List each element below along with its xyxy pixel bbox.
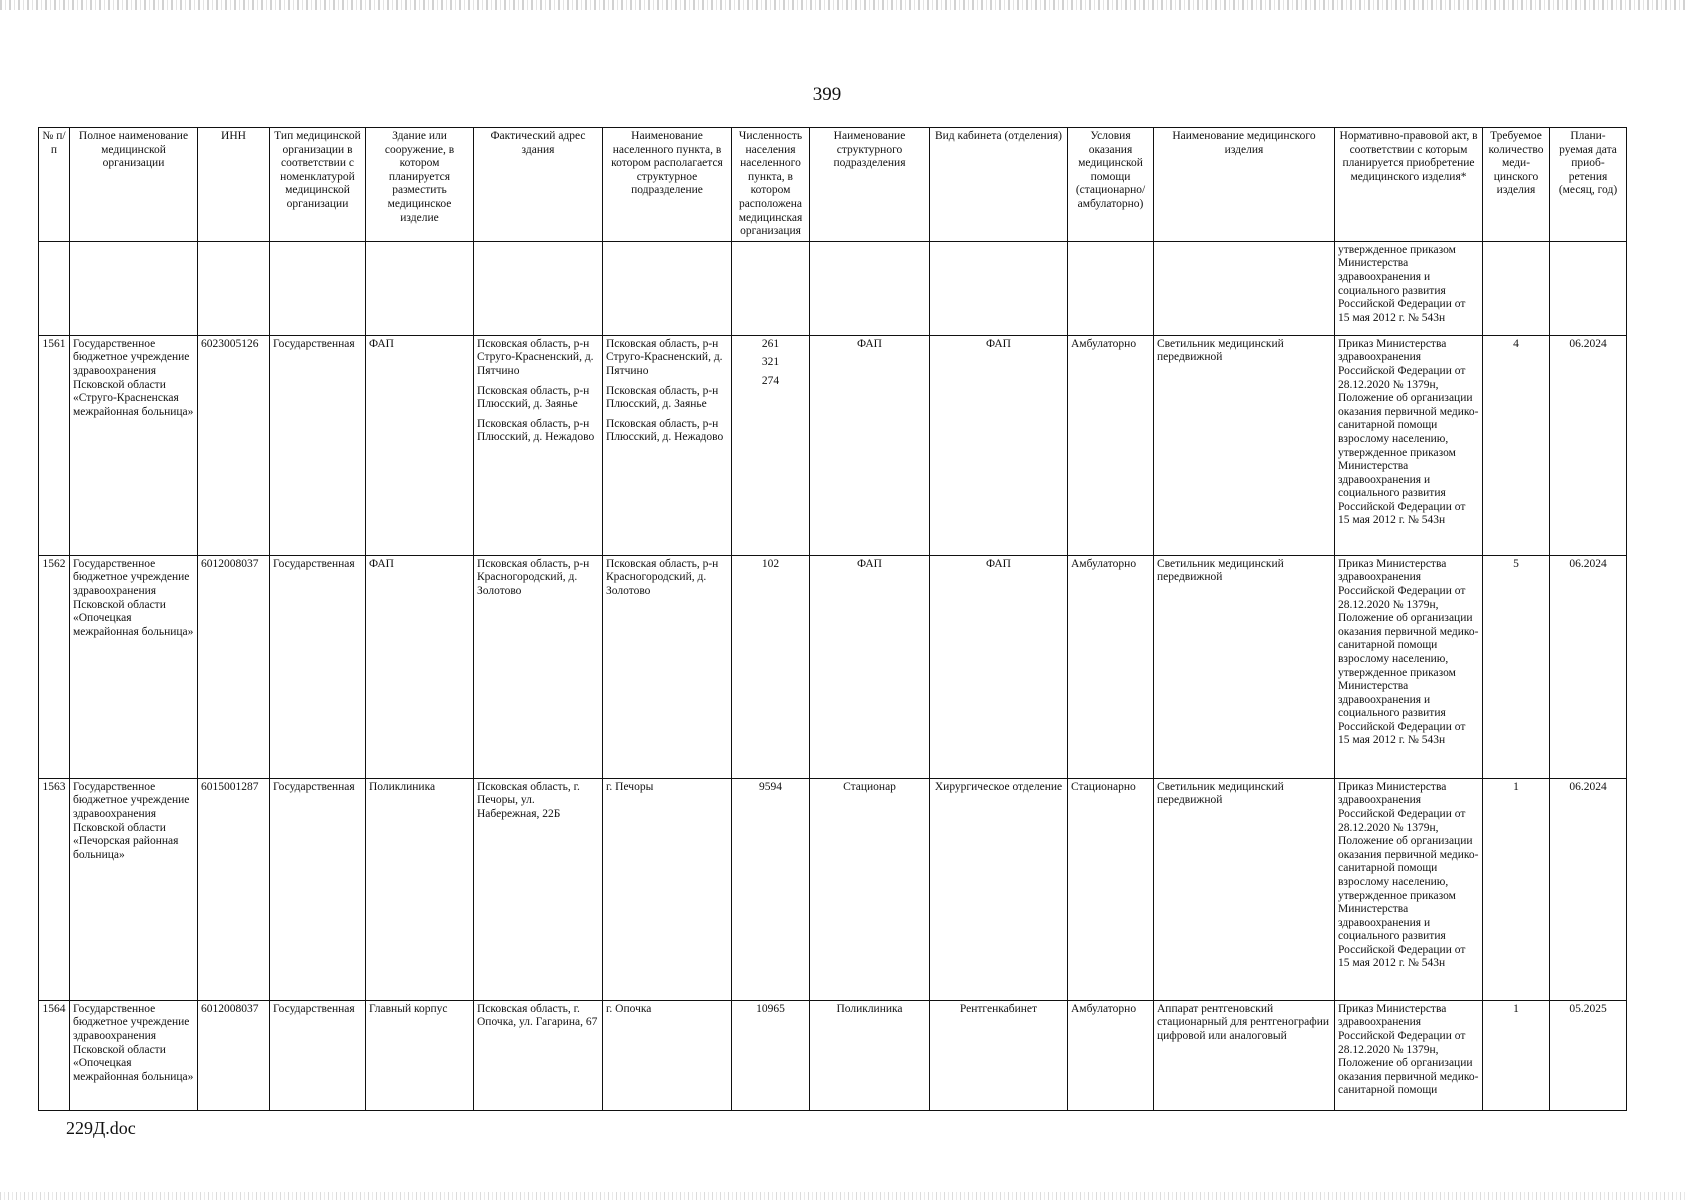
- equipment-table: [38, 127, 1627, 1111]
- population-value: 261: [761, 337, 780, 350]
- settlement-entry: Псковская область, р-н Плюсский, д. Заянье: [606, 384, 719, 411]
- col-header-type: Тип медицинской организации в соответствии с номенклатурой медицинской организации: [270, 128, 366, 242]
- settlement-entry: г. Опочка: [606, 1002, 652, 1015]
- cabinet-cell: Хирургическое отделение: [930, 778, 1068, 1000]
- address-entry: Псковская область, р-н Плюсский, д. Нежадово: [477, 417, 595, 444]
- act-cell: Приказ Министерства здравоохранения Российской Федерации от 28.12.2020 № 1379н, Положение об организации оказания первичной медико-санитарной помощи взрослому населению, утвержденное приказом Министерства здравоохранения и социального развития Российской Федерации от 15 мая 2012 г. № 543н: [1335, 335, 1483, 555]
- qty-cell: 5: [1483, 555, 1550, 778]
- act-cell: Приказ Министерства здравоохранения Российской Федерации от 28.12.2020 № 1379н, Положение об организации оказания первичной медико-санитарной помощи взрослому населению, утвержденное приказом Министерства здравоохранения и социального развития Российской Федерации от 15 мая 2012 г. № 543н: [1335, 778, 1483, 1000]
- settlement-cell: [603, 778, 732, 1000]
- device-cell: Светильник медицинский передвижной: [1154, 778, 1335, 1000]
- population-cell: [732, 778, 810, 1000]
- population-value: 102: [761, 557, 780, 570]
- settlement-entry: г. Печоры: [606, 780, 654, 793]
- unit-cell: Поликлиника: [810, 1000, 930, 1110]
- type-cell: Государственная: [270, 335, 366, 555]
- scan-edge-bottom: [0, 1192, 1686, 1200]
- date-cell: 05.2025: [1550, 1000, 1627, 1110]
- settlement-entry: Псковская область, р-н Красногородский, д. Золотово: [606, 557, 719, 597]
- act-cell: утвержденное приказом Министерства здравоохранения и социального развития Российской Федерации от 15 мая 2012 г. № 543н: [1335, 241, 1483, 335]
- table-row: [39, 335, 1627, 555]
- settlement-entry: Псковская область, р-н Струго-Красненский, д. Пятчино: [606, 337, 723, 377]
- population-cell: [732, 335, 810, 555]
- device-cell: Светильник медицинский передвижной: [1154, 335, 1335, 555]
- date-cell: 06.2024: [1550, 778, 1627, 1000]
- qty-cell: 4: [1483, 335, 1550, 555]
- cabinet-cell: ФАП: [930, 335, 1068, 555]
- inn-cell: 6023005126: [198, 335, 270, 555]
- conditions-cell: Амбулаторно: [1068, 1000, 1154, 1110]
- col-header-conditions: Условия оказания медицинской помощи (стационарно/ амбулаторно): [1068, 128, 1154, 242]
- col-header-num: № п/п: [39, 128, 70, 242]
- address-cell: [474, 335, 603, 555]
- inn-cell: 6012008037: [198, 1000, 270, 1110]
- act-cell: Приказ Министерства здравоохранения Российской Федерации от 28.12.2020 № 1379н, Положение об организации оказания первичной медико-санитарной помощи взрослому населению, утвержденное приказом Министерства здравоохранения и социального развития Российской Федерации от 15 мая 2012 г. № 543н: [1335, 555, 1483, 778]
- cabinet-cell: Рентгенкабинет: [930, 1000, 1068, 1110]
- settlement-cell: [603, 335, 732, 555]
- col-header-qty: Требуемое количество меди- цинского изделия: [1483, 128, 1550, 242]
- address-cell: [474, 1000, 603, 1110]
- population-value: 10965: [756, 1002, 785, 1015]
- conditions-cell: Стационарно: [1068, 778, 1154, 1000]
- col-header-address: Фактический адрес здания: [474, 128, 603, 242]
- population-value: 9594: [759, 780, 782, 793]
- col-header-population: Численность населения населенного пункта, в котором расположена медицинская организация: [732, 128, 810, 242]
- conditions-cell: Амбулаторно: [1068, 335, 1154, 555]
- col-header-act: Нормативно-правовой акт, в соответствии с которым планируется приобретение медицинского изделия*: [1335, 128, 1483, 242]
- act-cell: Приказ Министерства здравоохранения Российской Федерации от 28.12.2020 № 1379н, Положение об организации оказания первичной медико-санитарной помощи: [1335, 1000, 1483, 1110]
- device-cell: Светильник медицинский передвижной: [1154, 555, 1335, 778]
- row-num: 1561: [39, 335, 70, 555]
- date-cell: 06.2024: [1550, 555, 1627, 778]
- col-header-building: Здание или сооружение, в котором планируется разместить медицинское изделие: [366, 128, 474, 242]
- conditions-cell: Амбулаторно: [1068, 555, 1154, 778]
- date-cell: 06.2024: [1550, 335, 1627, 555]
- population-cell: [732, 1000, 810, 1110]
- org-cell: Государственное бюджетное учреждение здравоохранения Псковской области «Опочецкая межрайонная больница»: [70, 555, 198, 778]
- row-num: 1563: [39, 778, 70, 1000]
- population-value: 274: [761, 374, 780, 387]
- header-row: [39, 128, 1627, 242]
- document-filename: 229Д.doc: [66, 1118, 136, 1138]
- population-value: 321: [761, 356, 780, 369]
- building-cell: Поликлиника: [366, 778, 474, 1000]
- row-num: 1564: [39, 1000, 70, 1110]
- address-entry: Псковская область, г. Опочка, ул. Гагарина, 67: [477, 1002, 598, 1029]
- col-header-cabinet: Вид кабинета (отделения): [930, 128, 1068, 242]
- settlement-cell: [603, 1000, 732, 1110]
- settlement-cell: [603, 555, 732, 778]
- settlement-entry: Псковская область, р-н Плюсский, д. Нежадово: [606, 417, 724, 444]
- table-row: [39, 555, 1627, 778]
- device-cell: Аппарат рентгеновский стационарный для рентгенографии цифровой или аналоговый: [1154, 1000, 1335, 1110]
- population-cell: [732, 555, 810, 778]
- type-cell: Государственная: [270, 555, 366, 778]
- scan-edge-top: [0, 0, 1686, 10]
- table-row: [39, 778, 1627, 1000]
- col-header-device: Наименование медицинского изделия: [1154, 128, 1335, 242]
- unit-cell: ФАП: [810, 555, 930, 778]
- cabinet-cell: ФАП: [930, 555, 1068, 778]
- address-cell: [474, 778, 603, 1000]
- org-cell: Государственное бюджетное учреждение здравоохранения Псковской области «Опочецкая межрайонная больница»: [70, 1000, 198, 1110]
- address-cell: [474, 555, 603, 778]
- qty-cell: 1: [1483, 1000, 1550, 1110]
- inn-cell: 6012008037: [198, 555, 270, 778]
- building-cell: ФАП: [366, 335, 474, 555]
- row-num: 1562: [39, 555, 70, 778]
- address-entry: Псковская область, р-н Струго-Красненский, д. Пятчино: [477, 337, 594, 377]
- unit-cell: ФАП: [810, 335, 930, 555]
- unit-cell: Стационар: [810, 778, 930, 1000]
- col-header-date: Плани- руемая дата приоб- ретения (месяц, год): [1550, 128, 1627, 242]
- col-header-org: Полное наименование медицинской организации: [70, 128, 198, 242]
- table-row: [39, 1000, 1627, 1110]
- address-entry: Псковская область, р-н Плюсский, д. Заянье: [477, 384, 590, 411]
- qty-cell: 1: [1483, 778, 1550, 1000]
- col-header-unit: Наименование структурного подразделения: [810, 128, 930, 242]
- col-header-inn: ИНН: [198, 128, 270, 242]
- org-cell: Государственное бюджетное учреждение здравоохранения Псковской области «Печорская районная больница»: [70, 778, 198, 1000]
- building-cell: ФАП: [366, 555, 474, 778]
- address-entry: Псковская область, р-н Красногородский, д. Золотово: [477, 557, 590, 597]
- continuation-row: [39, 241, 1627, 335]
- building-cell: Главный корпус: [366, 1000, 474, 1110]
- type-cell: Государственная: [270, 778, 366, 1000]
- inn-cell: 6015001287: [198, 778, 270, 1000]
- org-cell: Государственное бюджетное учреждение здравоохранения Псковской области «Струго-Красненская межрайонная больница»: [70, 335, 198, 555]
- type-cell: Государственная: [270, 1000, 366, 1110]
- page-number: 399: [812, 84, 842, 105]
- col-header-settlement: Наименование населенного пункта, в котором располагается структурное подразделение: [603, 128, 732, 242]
- address-entry: Псковская область, г. Печоры, ул. Набережная, 22Б: [477, 780, 580, 820]
